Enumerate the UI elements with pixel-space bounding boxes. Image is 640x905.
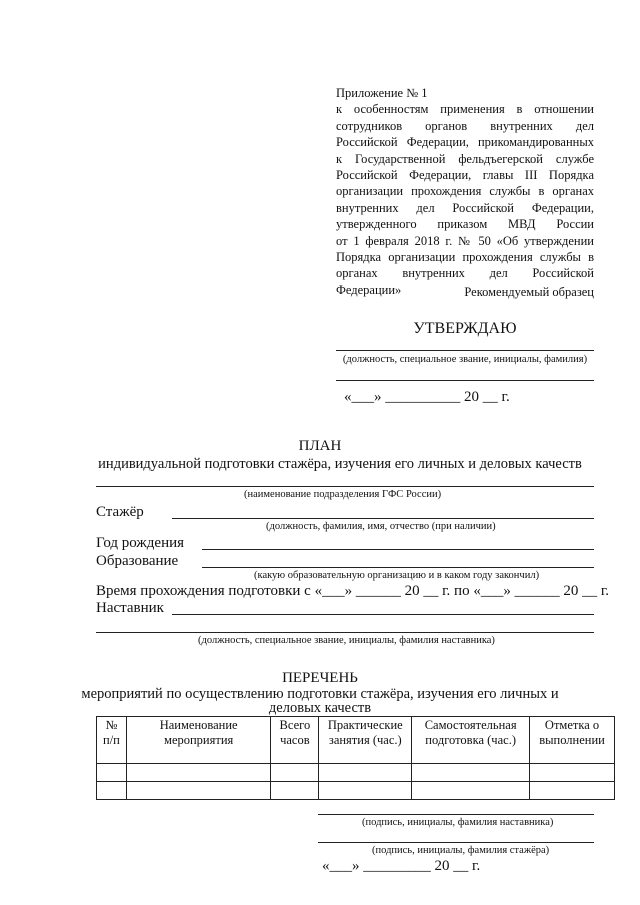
approve-position-line[interactable] [336,350,594,351]
col-header-number: № п/п [97,717,127,764]
table-cell[interactable] [126,782,271,800]
education-caption: (какую образовательную организацию и в каком году закончил) [254,570,540,581]
trainee-input-line[interactable] [172,518,594,519]
annex-line: от 1 февраля 2018 г. № 50 «Об утверждении [336,233,594,248]
annex-block [336,85,594,298]
unit-line[interactable] [96,486,594,487]
col-header-practical: Практические занятия (час.) [319,717,412,764]
activities-table [96,716,615,800]
annex-line: утвержденного приказом МВД России [336,217,594,232]
col-header-activity: Наименование мероприятия [126,717,271,764]
approve-date[interactable]: «___» __________ 20 __ г. [344,389,510,405]
mentor-caption: (должность, специальное звание, инициалы, фамилия наставника) [198,635,495,646]
table-cell[interactable] [271,764,319,782]
approve-title: УТВЕРЖДАЮ [413,320,517,337]
education-input-line[interactable] [202,567,594,568]
trainee-label: Стажёр [96,504,144,520]
annex-line: Порядка организации прохождения службы в [336,250,594,265]
annex-line: организации прохождения службы в органах [336,184,594,199]
annex-line: Российской Федерации, главы III Порядка [336,168,594,183]
annex-line: внутренних дел Российской Федерации, [336,200,594,215]
plan-title: ПЛАН [298,438,342,454]
table-cell[interactable] [319,782,412,800]
table-cell[interactable] [271,782,319,800]
signature-date[interactable]: «___» _________ 20 __ г. [322,858,481,874]
trainee-caption: (должность, фамилия, имя, отчество (при наличии) [266,521,496,532]
table-cell[interactable] [530,764,615,782]
annex-title: Приложение № 1 [336,86,428,100]
col-header-completion: Отметка о выполнении [530,717,615,764]
birth-year-input-line[interactable] [202,549,594,550]
list-subtitle: мероприятий по осуществлению подготовки стажёра, изучения его личных и [81,686,559,702]
table-cell[interactable] [126,764,271,782]
table-cell[interactable] [412,764,530,782]
table-cell[interactable] [97,782,127,800]
trainee-signature-line[interactable] [318,842,594,843]
table-header-row [97,717,615,764]
list-subtitle-cont: деловых качеств [268,700,372,716]
recommended-sample-label: Рекомендуемый образец [464,285,594,299]
trainee-signature-caption: (подпись, инициалы, фамилия стажёра) [372,845,550,856]
col-header-self-study: Самостоятельная подготовка (час.) [412,717,530,764]
table-cell[interactable] [412,782,530,800]
annex-line: Федерации» [336,282,402,297]
annex-line: Российской Федерации, прикомандированных [336,135,594,150]
table-cell[interactable] [530,782,615,800]
approve-signature-line[interactable] [336,380,594,381]
annex-line: органах внутренних дел Российской [336,266,594,281]
unit-caption: (наименование подразделения ГФС России) [244,489,442,500]
table-cell[interactable] [319,764,412,782]
approve-caption: (должность, специальное звание, инициалы, фамилия) [342,354,588,365]
mentor-label: Наставник [96,600,164,616]
education-label: Образование [96,553,179,569]
table-row [97,764,615,782]
table-row [97,782,615,800]
table-cell[interactable] [97,764,127,782]
annex-line: к особенностям применения в отношении [336,102,594,117]
plan-subtitle: индивидуальной подготовки стажёра, изучения его личных и деловых качеств [98,456,582,472]
col-header-total-hours: Всего часов [271,717,319,764]
training-period[interactable]: Время прохождения подготовки с «___» ______ 20 __ г. по «___» ______ 20 __ г. [96,583,610,599]
annex-line: сотрудников органов внутренних дел [336,118,594,133]
list-title: ПЕРЕЧЕНЬ [282,670,358,686]
mentor-details-line[interactable] [96,632,594,633]
mentor-signature-caption: (подпись, инициалы, фамилия наставника) [362,817,554,828]
annex-line: к Государственной фельдъегерской службе [336,151,594,166]
birth-year-label: Год рождения [96,535,185,551]
mentor-signature-line[interactable] [318,814,594,815]
mentor-input-line[interactable] [172,614,594,615]
